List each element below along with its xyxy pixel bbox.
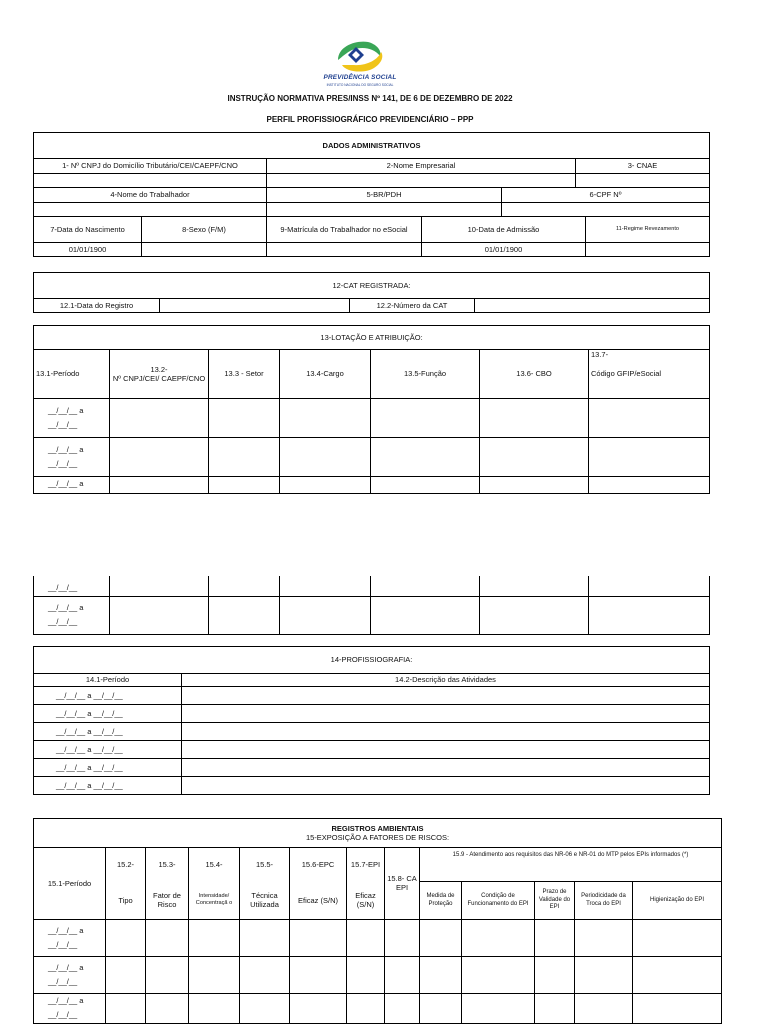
cell[interactable] bbox=[209, 399, 280, 438]
label-nome-trabalhador: 4-Nome do Trabalhador bbox=[34, 188, 267, 203]
cell[interactable] bbox=[589, 576, 710, 596]
header-15-5: 15.5- bbox=[240, 848, 290, 882]
header-15-8: 15.8- CA EPI bbox=[385, 848, 420, 920]
label-matricula: 9-Matrícula do Trabalhador no eSocial bbox=[267, 217, 422, 243]
cell[interactable] bbox=[589, 477, 710, 494]
cell[interactable] bbox=[633, 957, 722, 994]
descricao-cell[interactable] bbox=[182, 705, 710, 723]
cell[interactable] bbox=[110, 438, 209, 477]
label-cnae: 3- CNAE bbox=[576, 159, 710, 174]
registros-heading: REGISTROS AMBIENTAIS bbox=[331, 823, 424, 833]
registros-table bbox=[33, 818, 722, 1024]
cell[interactable] bbox=[280, 399, 371, 438]
descricao-cell[interactable] bbox=[182, 777, 710, 795]
field-cpf[interactable] bbox=[502, 203, 710, 217]
cell[interactable] bbox=[209, 596, 280, 634]
cell[interactable] bbox=[106, 994, 146, 1024]
header-funcao: 13.5-Função bbox=[371, 350, 480, 399]
period-start: __/__/__ a bbox=[48, 602, 84, 612]
cat-table bbox=[33, 272, 710, 313]
header-cargo: 13.4-Cargo bbox=[280, 350, 371, 399]
cell[interactable] bbox=[209, 477, 280, 494]
header-15-9: 15.9 - Atendimento aos requisitos das NR-06 e NR-01 do MTP pelos EPIs informados (*) bbox=[420, 848, 722, 882]
label-cnpj: 1- Nº CNPJ do Domicílio Tributário/CEI/CAEPF/CNO bbox=[34, 159, 267, 174]
period-end: __/__/__ bbox=[48, 617, 78, 626]
header-condicao-funcionamento: Condição de Funcionamento do EPI bbox=[462, 882, 535, 920]
header-periodicidade-troca: Periodicidade da Troca do EPI bbox=[575, 882, 633, 920]
cell[interactable] bbox=[146, 920, 189, 957]
cell[interactable] bbox=[480, 576, 589, 596]
header-15-6: 15.6-EPC bbox=[290, 848, 347, 882]
profissiografia-title: 14-PROFISSIOGRAFIA: bbox=[34, 647, 710, 674]
header-cnpj-number: 13.2- bbox=[150, 364, 168, 374]
cell[interactable] bbox=[290, 920, 347, 957]
cell[interactable] bbox=[462, 994, 535, 1024]
registros-period[interactable] bbox=[34, 994, 106, 1024]
field-nome-empresarial[interactable] bbox=[267, 174, 576, 188]
header-periodo: 13.1-Período bbox=[34, 350, 110, 399]
admin-table bbox=[33, 132, 710, 257]
period-end: __/__/__ bbox=[48, 583, 78, 593]
header-15-2: 15.2- bbox=[106, 848, 146, 882]
lotacao-title: 13-LOTAÇÃO E ATRIBUIÇÃO: bbox=[34, 326, 710, 350]
cell[interactable] bbox=[371, 576, 480, 596]
cell[interactable] bbox=[385, 920, 420, 957]
header-prazo-validade: Prazo de Validade do EPI bbox=[535, 882, 575, 920]
field-nome-trabalhador[interactable] bbox=[34, 203, 267, 217]
header-medida-protecao: Medida de Proteção bbox=[420, 882, 462, 920]
cat-title: 12-CAT REGISTRADA: bbox=[34, 273, 710, 299]
cell[interactable] bbox=[371, 477, 480, 494]
cell[interactable] bbox=[535, 957, 575, 994]
descricao-cell[interactable] bbox=[182, 687, 710, 705]
period-start: __/__/__ a bbox=[48, 996, 84, 1005]
header-15-2-tipo: Tipo bbox=[106, 882, 146, 920]
cell[interactable] bbox=[290, 957, 347, 994]
field-cnae[interactable] bbox=[576, 174, 710, 188]
label-data-nascimento: 7-Data do Nascimento bbox=[34, 217, 142, 243]
cell[interactable] bbox=[189, 994, 240, 1024]
header-cbo: 13.6- CBO bbox=[480, 350, 589, 399]
cell[interactable] bbox=[209, 576, 280, 596]
cell[interactable] bbox=[589, 438, 710, 477]
cell[interactable] bbox=[575, 994, 633, 1024]
profissiografia-period[interactable]: __/__/__ a __/__/__ bbox=[34, 741, 182, 759]
cell[interactable] bbox=[371, 399, 480, 438]
brand-subtitle: INSTITUTO NACIONAL DO SEGURO SOCIAL bbox=[326, 83, 394, 87]
registros-period[interactable] bbox=[34, 957, 106, 994]
cell[interactable] bbox=[480, 596, 589, 634]
cell[interactable] bbox=[146, 994, 189, 1024]
period-start: __/__/__ a bbox=[48, 479, 84, 488]
cell[interactable] bbox=[240, 920, 290, 957]
field-cnpj[interactable] bbox=[34, 174, 267, 188]
profissiografia-period[interactable]: __/__/__ a __/__/__ bbox=[34, 705, 182, 723]
previdencia-logo bbox=[318, 38, 402, 92]
profissiografia-period[interactable]: __/__/__ a __/__/__ bbox=[34, 777, 182, 795]
label-data-admissao: 10-Data de Admissão bbox=[422, 217, 586, 243]
cell[interactable] bbox=[420, 957, 462, 994]
field-numero-cat[interactable] bbox=[475, 299, 710, 313]
cell[interactable] bbox=[110, 477, 209, 494]
cell[interactable] bbox=[589, 399, 710, 438]
period-end: __/__/__ bbox=[48, 1010, 78, 1020]
cell[interactable] bbox=[480, 399, 589, 438]
cell[interactable] bbox=[280, 576, 371, 596]
label-regime-revezamento: 11-Regime Revezamento bbox=[586, 217, 710, 243]
header-15-3-fator: Fator de Risco bbox=[146, 882, 189, 920]
registros-subtitle: 15-EXPOSIÇÃO A FATORES DE RISCOS: bbox=[305, 833, 450, 842]
lotacao-table-continued bbox=[33, 576, 710, 635]
cell[interactable] bbox=[462, 920, 535, 957]
header-periodo-15: 15.1-Período bbox=[34, 848, 106, 920]
cell[interactable] bbox=[480, 438, 589, 477]
cell[interactable] bbox=[240, 994, 290, 1024]
lotacao-period[interactable] bbox=[34, 477, 110, 494]
admin-title: DADOS ADMINISTRATIVOS bbox=[34, 133, 710, 159]
registros-period[interactable] bbox=[34, 920, 106, 957]
label-br-pdh: 5-BR/PDH bbox=[267, 188, 502, 203]
cell[interactable] bbox=[110, 399, 209, 438]
label-data-registro: 12.1-Data do Registro bbox=[34, 299, 160, 313]
period-end: __/__/__ bbox=[48, 940, 78, 949]
instruction-heading: INSTRUÇÃO NORMATIVA PRES/INSS Nº 141, DE 6 DE DEZEMBRO DE 2022 bbox=[227, 94, 513, 103]
cell[interactable] bbox=[146, 957, 189, 994]
header-descricao: 14.2-Descrição das Atividades bbox=[182, 674, 710, 687]
cell[interactable] bbox=[106, 957, 146, 994]
field-regime-revezamento[interactable] bbox=[586, 243, 710, 257]
lotacao-period[interactable] bbox=[34, 596, 110, 634]
label-numero-cat: 12.2-Número da CAT bbox=[350, 299, 475, 313]
cell[interactable] bbox=[347, 957, 385, 994]
cell[interactable] bbox=[189, 920, 240, 957]
period-end: __/__/__ bbox=[48, 977, 78, 986]
header-gfip-number: 13.7- bbox=[591, 350, 609, 359]
cell[interactable] bbox=[633, 994, 722, 1024]
lotacao-period[interactable] bbox=[34, 399, 110, 438]
header-15-4: 15.4- bbox=[189, 848, 240, 882]
cell[interactable] bbox=[480, 477, 589, 494]
header-gfip-text: Código GFIP/eSocial bbox=[591, 368, 662, 378]
cell[interactable] bbox=[535, 994, 575, 1024]
period-end: __/__/__ bbox=[48, 420, 78, 429]
cell[interactable] bbox=[575, 957, 633, 994]
header-higienizacao: Higienização do EPI bbox=[633, 882, 722, 920]
label-nome-empresarial: 2-Nome Empresarial bbox=[267, 159, 576, 174]
brand-name: PREVIDÊNCIA SOCIAL bbox=[323, 74, 397, 81]
header-cnpj-text: Nº CNPJ/CEI/ CAEPF/CNO bbox=[112, 374, 206, 383]
lotacao-period-end[interactable] bbox=[34, 576, 110, 596]
cell[interactable] bbox=[462, 957, 535, 994]
lotacao-period[interactable] bbox=[34, 438, 110, 477]
cell[interactable] bbox=[280, 477, 371, 494]
header-setor: 13.3 - Setor bbox=[209, 350, 280, 399]
cell[interactable] bbox=[420, 920, 462, 957]
profissiografia-period[interactable]: __/__/__ a __/__/__ bbox=[34, 687, 182, 705]
cell[interactable] bbox=[371, 438, 480, 477]
cell[interactable] bbox=[535, 920, 575, 957]
cell[interactable] bbox=[385, 957, 420, 994]
cell[interactable] bbox=[633, 920, 722, 957]
field-data-registro[interactable] bbox=[160, 299, 350, 313]
descricao-cell[interactable] bbox=[182, 723, 710, 741]
profissiografia-table bbox=[33, 646, 710, 795]
cell[interactable] bbox=[589, 596, 710, 634]
cell[interactable] bbox=[240, 957, 290, 994]
lotacao-table bbox=[33, 325, 710, 494]
period-start: __/__/__ a bbox=[48, 405, 84, 415]
cell[interactable] bbox=[189, 957, 240, 994]
header-15-7-eficaz: Eficaz (S/N) bbox=[347, 882, 385, 920]
header-cnpj bbox=[110, 350, 209, 399]
header-15-3: 15.3- bbox=[146, 848, 189, 882]
cell[interactable] bbox=[347, 920, 385, 957]
field-matricula[interactable] bbox=[267, 243, 422, 257]
label-sexo: 8-Sexo (F/M) bbox=[142, 217, 267, 243]
cell[interactable] bbox=[110, 576, 209, 596]
cell[interactable] bbox=[575, 920, 633, 957]
cell[interactable] bbox=[420, 994, 462, 1024]
period-start: __/__/__ a bbox=[48, 444, 84, 454]
cell[interactable] bbox=[209, 438, 280, 477]
field-br-pdh[interactable] bbox=[267, 203, 502, 217]
header-gfip bbox=[589, 350, 710, 399]
header-periodo-14: 14.1-Período bbox=[34, 674, 182, 687]
period-start: __/__/__ a bbox=[48, 925, 84, 935]
label-cpf: 6-CPF Nº bbox=[502, 188, 710, 203]
cell[interactable] bbox=[280, 596, 371, 634]
cell[interactable] bbox=[347, 994, 385, 1024]
cell[interactable] bbox=[290, 994, 347, 1024]
profissiografia-period[interactable]: __/__/__ a __/__/__ bbox=[34, 723, 182, 741]
period-start: __/__/__ a bbox=[48, 962, 84, 972]
field-data-nascimento[interactable]: 01/01/1900 bbox=[34, 243, 142, 257]
cell[interactable] bbox=[371, 596, 480, 634]
profissiografia-period[interactable]: __/__/__ a __/__/__ bbox=[34, 759, 182, 777]
page-title: PERFIL PROFISSIOGRÁFICO PREVIDENCIÁRIO – PPP bbox=[266, 115, 474, 124]
registros-title bbox=[34, 819, 722, 848]
cell[interactable] bbox=[280, 438, 371, 477]
cell[interactable] bbox=[110, 596, 209, 634]
header-15-7: 15.7-EPI bbox=[347, 848, 385, 882]
descricao-cell[interactable] bbox=[182, 741, 710, 759]
header-15-4-intensidade: Intensidade/ Concentraçã o bbox=[189, 882, 240, 920]
field-sexo[interactable] bbox=[142, 243, 267, 257]
descricao-cell[interactable] bbox=[182, 759, 710, 777]
header-15-5-tecnica: Técnica Utilizada bbox=[240, 882, 290, 920]
previdencia-logo-icon bbox=[334, 38, 386, 74]
cell[interactable] bbox=[106, 920, 146, 957]
header-15-6-eficaz: Eficaz (S/N) bbox=[290, 882, 347, 920]
field-data-admissao[interactable]: 01/01/1900 bbox=[422, 243, 586, 257]
period-end: __/__/__ bbox=[48, 459, 78, 468]
cell[interactable] bbox=[385, 994, 420, 1024]
